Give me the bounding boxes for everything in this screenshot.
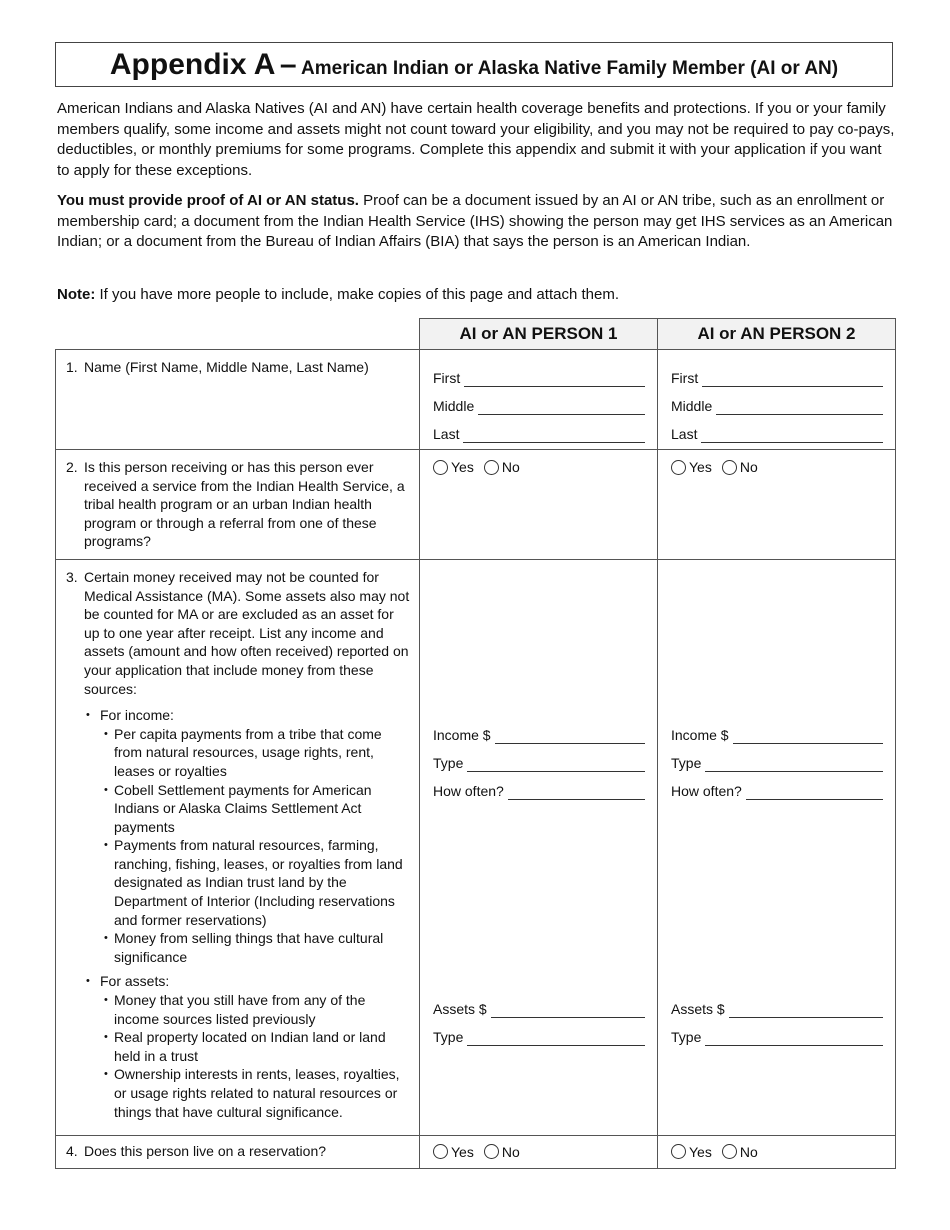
yes-label: Yes: [451, 1143, 474, 1160]
no-label: No: [501, 1143, 520, 1160]
person1-income-field[interactable]: [495, 726, 645, 744]
how-often-label: How often?: [433, 782, 504, 799]
person2-ihs-no-radio[interactable]: [722, 460, 737, 475]
list-item: • Real property located on Indian land or land held in a trust: [100, 1028, 411, 1065]
list-item: • Per capita payments from a tribe that come from natural resources, usage rights, rent, leases or royalties: [100, 725, 411, 781]
first-name-label: First: [671, 370, 699, 386]
question-2-number: 2.: [66, 459, 78, 475]
title-dash: –: [279, 48, 297, 81]
income-items-list: [100, 725, 411, 967]
assets-type-label: Type: [433, 1028, 464, 1045]
person2-header: AI or AN PERSON 2: [658, 319, 896, 350]
person2-reservation-no-radio[interactable]: [722, 1144, 737, 1159]
assets-label: Assets $: [671, 1000, 725, 1017]
yes-label: Yes: [689, 459, 712, 475]
person2-middle-name-field[interactable]: [716, 397, 883, 415]
question-2-row: [56, 450, 896, 560]
note-text: If you have more people to include, make copies of this page and attach them.: [95, 286, 619, 303]
income-sources: [86, 706, 411, 966]
proof-paragraph: [57, 191, 895, 253]
person1-assets-type-field[interactable]: [467, 1028, 645, 1046]
last-name-label: Last: [433, 426, 460, 442]
intro-paragraph: American Indians and Alaska Natives (AI and AN) have certain health coverage benefits and protections. If you or your family members qualify, some income and assets might not count toward your eligibility, and you may not be required to pay co-pays, deductibles, or monthly premiums for some programs. Complete this appendix and submit it with your application if you want to apply for these exceptions.: [57, 100, 895, 179]
title-box: [55, 42, 893, 87]
income-type-label: Type: [671, 754, 702, 771]
note-paragraph: [57, 285, 895, 306]
person2-assets-type-field[interactable]: [705, 1028, 883, 1046]
question-3-row: [56, 559, 896, 1135]
question-3-cell: [56, 559, 420, 1135]
proof-text: Proof can be a document issued by an AI or AN tribe, such as an enrollment or membership card; a document from the Indian Health Service (IHS) showing the person may get IHS services as an American Indian; or a document from the Bureau of Indian Affairs (BIA) that says the person is an American Indian.: [57, 192, 893, 250]
person2-income-type-field[interactable]: [705, 754, 883, 772]
middle-name-label: Middle: [671, 398, 713, 414]
page-subtitle: American Indian or Alaska Native Family Member (AI or AN): [301, 58, 839, 79]
list-item: • Ownership interests in rents, leases, royalties, or usage rights related to natural resources or things that have cultural significance.: [100, 1065, 411, 1121]
person1-ihs-yes-radio[interactable]: [433, 460, 448, 475]
question-2-text: Is this person receiving or has this person ever received a service from the Indian Health Service, a tribal health program or an urban Indian health program or through a referral from one of these programs?: [84, 459, 405, 550]
yes-label: Yes: [451, 459, 474, 475]
list-item: • Money that you still have from any of the income sources listed previously: [100, 991, 411, 1028]
person2-first-name-field[interactable]: [702, 369, 883, 387]
person1-ihs-cell: [420, 450, 658, 560]
assets-type-label: Type: [671, 1028, 702, 1045]
person2-income-field[interactable]: [733, 726, 883, 744]
assets-label: Assets $: [433, 1000, 487, 1017]
last-name-label: Last: [671, 426, 698, 442]
person2-name-cell: [658, 350, 896, 450]
income-label: Income $: [433, 726, 491, 743]
no-label: No: [501, 459, 520, 475]
income-type-label: Type: [433, 754, 464, 771]
question-1-text: Name (First Name, Middle Name, Last Name): [84, 359, 369, 375]
question-3-number: 3.: [66, 568, 78, 585]
person1-how-often-field[interactable]: [508, 782, 645, 800]
question-3-text: Certain money received may not be counted for Medical Assistance (MA). Some assets also may not be counted for MA or are excluded as an asset for up to one year after receipt. List any income and assets (amount and how often received) reported on your application that include money from these sources:: [84, 568, 410, 697]
person1-assets-field[interactable]: [491, 1000, 645, 1018]
person2-how-often-field[interactable]: [746, 782, 883, 800]
person1-income-assets-cell: [420, 559, 658, 1135]
assets-heading: For assets:: [100, 973, 170, 990]
person2-income-assets-cell: [658, 559, 896, 1135]
header-blank-cell: [56, 319, 420, 350]
note-bold: Note:: [57, 286, 96, 303]
yes-label: Yes: [689, 1143, 712, 1160]
person1-reservation-no-radio[interactable]: [484, 1144, 499, 1159]
proof-bold: You must provide proof of AI or AN status.: [57, 192, 359, 209]
no-label: No: [739, 459, 758, 475]
middle-name-label: Middle: [433, 398, 475, 414]
person2-ihs-cell: [658, 450, 896, 560]
question-4-text: Does this person live on a reservation?: [84, 1142, 327, 1159]
question-1-cell: [56, 350, 420, 450]
person1-first-name-field[interactable]: [464, 369, 645, 387]
person1-ihs-no-radio[interactable]: [484, 460, 499, 475]
table-header-row: [56, 319, 896, 350]
no-label: No: [739, 1143, 758, 1160]
assets-items-list: [100, 991, 411, 1121]
question-2-cell: [56, 450, 420, 560]
list-item: • Cobell Settlement payments for American Indians or Alaska Claims Settlement Act payments: [100, 781, 411, 837]
asset-sources: [86, 972, 411, 1121]
list-item: • Money from selling things that have cultural significance: [100, 929, 411, 966]
person1-header: AI or AN PERSON 1: [420, 319, 658, 350]
person1-last-name-field[interactable]: [463, 425, 645, 443]
person2-reservation-cell: [658, 1135, 896, 1168]
person1-reservation-yes-radio[interactable]: [433, 1144, 448, 1159]
question-1-number: 1.: [66, 359, 78, 375]
person2-assets-field[interactable]: [729, 1000, 883, 1018]
question-4-number: 4.: [66, 1142, 78, 1159]
how-often-label: How often?: [671, 782, 742, 799]
person2-ihs-yes-radio[interactable]: [671, 460, 686, 475]
page-title: Appendix A: [109, 48, 276, 81]
person2-last-name-field[interactable]: [701, 425, 883, 443]
person1-income-type-field[interactable]: [467, 754, 645, 772]
income-label: Income $: [671, 726, 729, 743]
first-name-label: First: [433, 370, 461, 386]
person1-middle-name-field[interactable]: [478, 397, 645, 415]
list-item: • Payments from natural resources, farming, ranching, fishing, leases, or royalties from land designated as Indian trust land by the Department of Interior (Including reservations and former reservations): [100, 836, 411, 929]
person1-reservation-cell: [420, 1135, 658, 1168]
person1-name-cell: [420, 350, 658, 450]
ai-an-table: [55, 318, 896, 1169]
question-4-cell: [56, 1135, 420, 1168]
question-4-row: [56, 1135, 896, 1168]
question-1-row: [56, 350, 896, 450]
sources-list: [84, 706, 411, 1121]
person2-reservation-yes-radio[interactable]: [671, 1144, 686, 1159]
income-heading: For income:: [100, 707, 174, 724]
